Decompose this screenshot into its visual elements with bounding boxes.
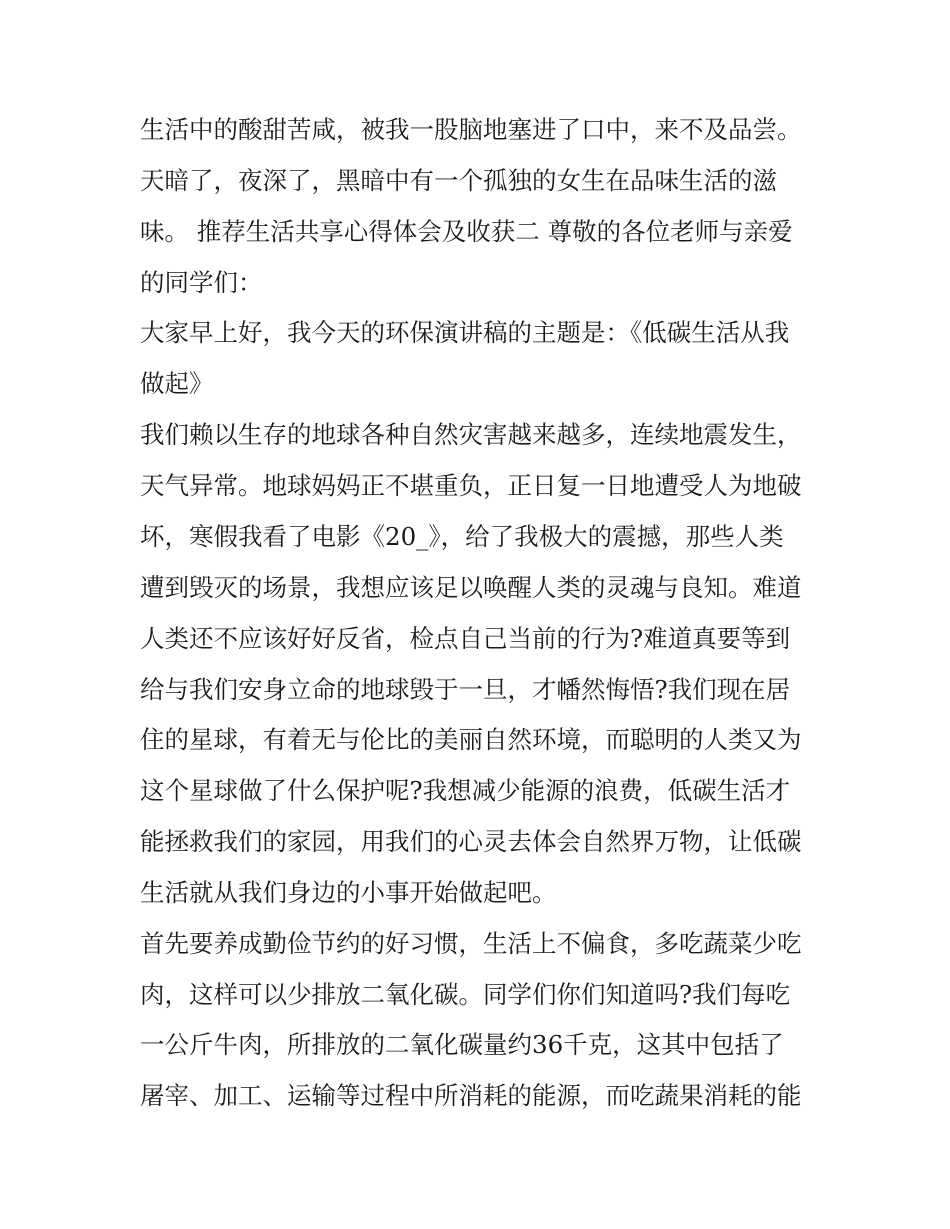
text-line: 首先要养成勤俭节约的好习惯，生活上不偏食，多吃蔬菜少吃 [140,929,802,958]
text-line: 大家早上好，我今天的环保演讲稿的主题是：《低碳生活从我 [140,318,790,347]
text-line: 给与我们安身立命的地球毁于一旦，才幡然悔悟?我们现在居 [140,675,791,704]
text-line: 这个星球做了什么保护呢?我想减少能源的浪费，低碳生活才 [140,776,791,805]
text-line: 味。 推荐生活共享心得体会及收获二 尊敬的各位老师与亲爱 [140,217,793,246]
text-line: 生活中的酸甜苦咸，被我一股脑地塞进了口中，来不及品尝。 [140,115,802,144]
text-line: 天气异常。地球妈妈正不堪重负，正日复一日地遭受人为地破 [140,471,802,500]
text-line: 屠宰、加工、运输等过程中所消耗的能源，而吃蔬果消耗的能 [140,1081,802,1110]
text-line: 能拯救我们的家园，用我们的心灵去体会自然界万物，让低碳 [140,827,802,856]
text-line: 的同学们： [140,268,263,297]
text-line: 天暗了，夜深了，黑暗中有一个孤独的女生在品味生活的滋 [140,166,777,195]
text-line: 肉，这样可以少排放二氧化碳。同学们你们知道吗?我们每吃 [140,980,791,1009]
text-line: 我们赖以生存的地球各种自然灾害越来越多，连续地震发生， [140,420,802,449]
text-line: 生活就从我们身边的小事开始做起吧。 [140,878,557,907]
text-line: 遭到毁灭的场景，我想应该足以唤醒人类的灵魂与良知。难道 [140,573,802,602]
text-line: 坏，寒假我看了电影《20_》，给了我极大的震撼，那些人类 [140,522,784,551]
text-line: 人类还不应该好好反省，检点自己当前的行为?难道真要等到 [140,624,791,653]
text-line: 做起》 [140,369,214,398]
text-line: 一公斤牛肉，所排放的二氧化碳量约36千克，这其中包括了 [140,1030,784,1059]
text-line: 住的星球，有着无与伦比的美丽自然环境，而聪明的人类又为 [140,725,802,754]
